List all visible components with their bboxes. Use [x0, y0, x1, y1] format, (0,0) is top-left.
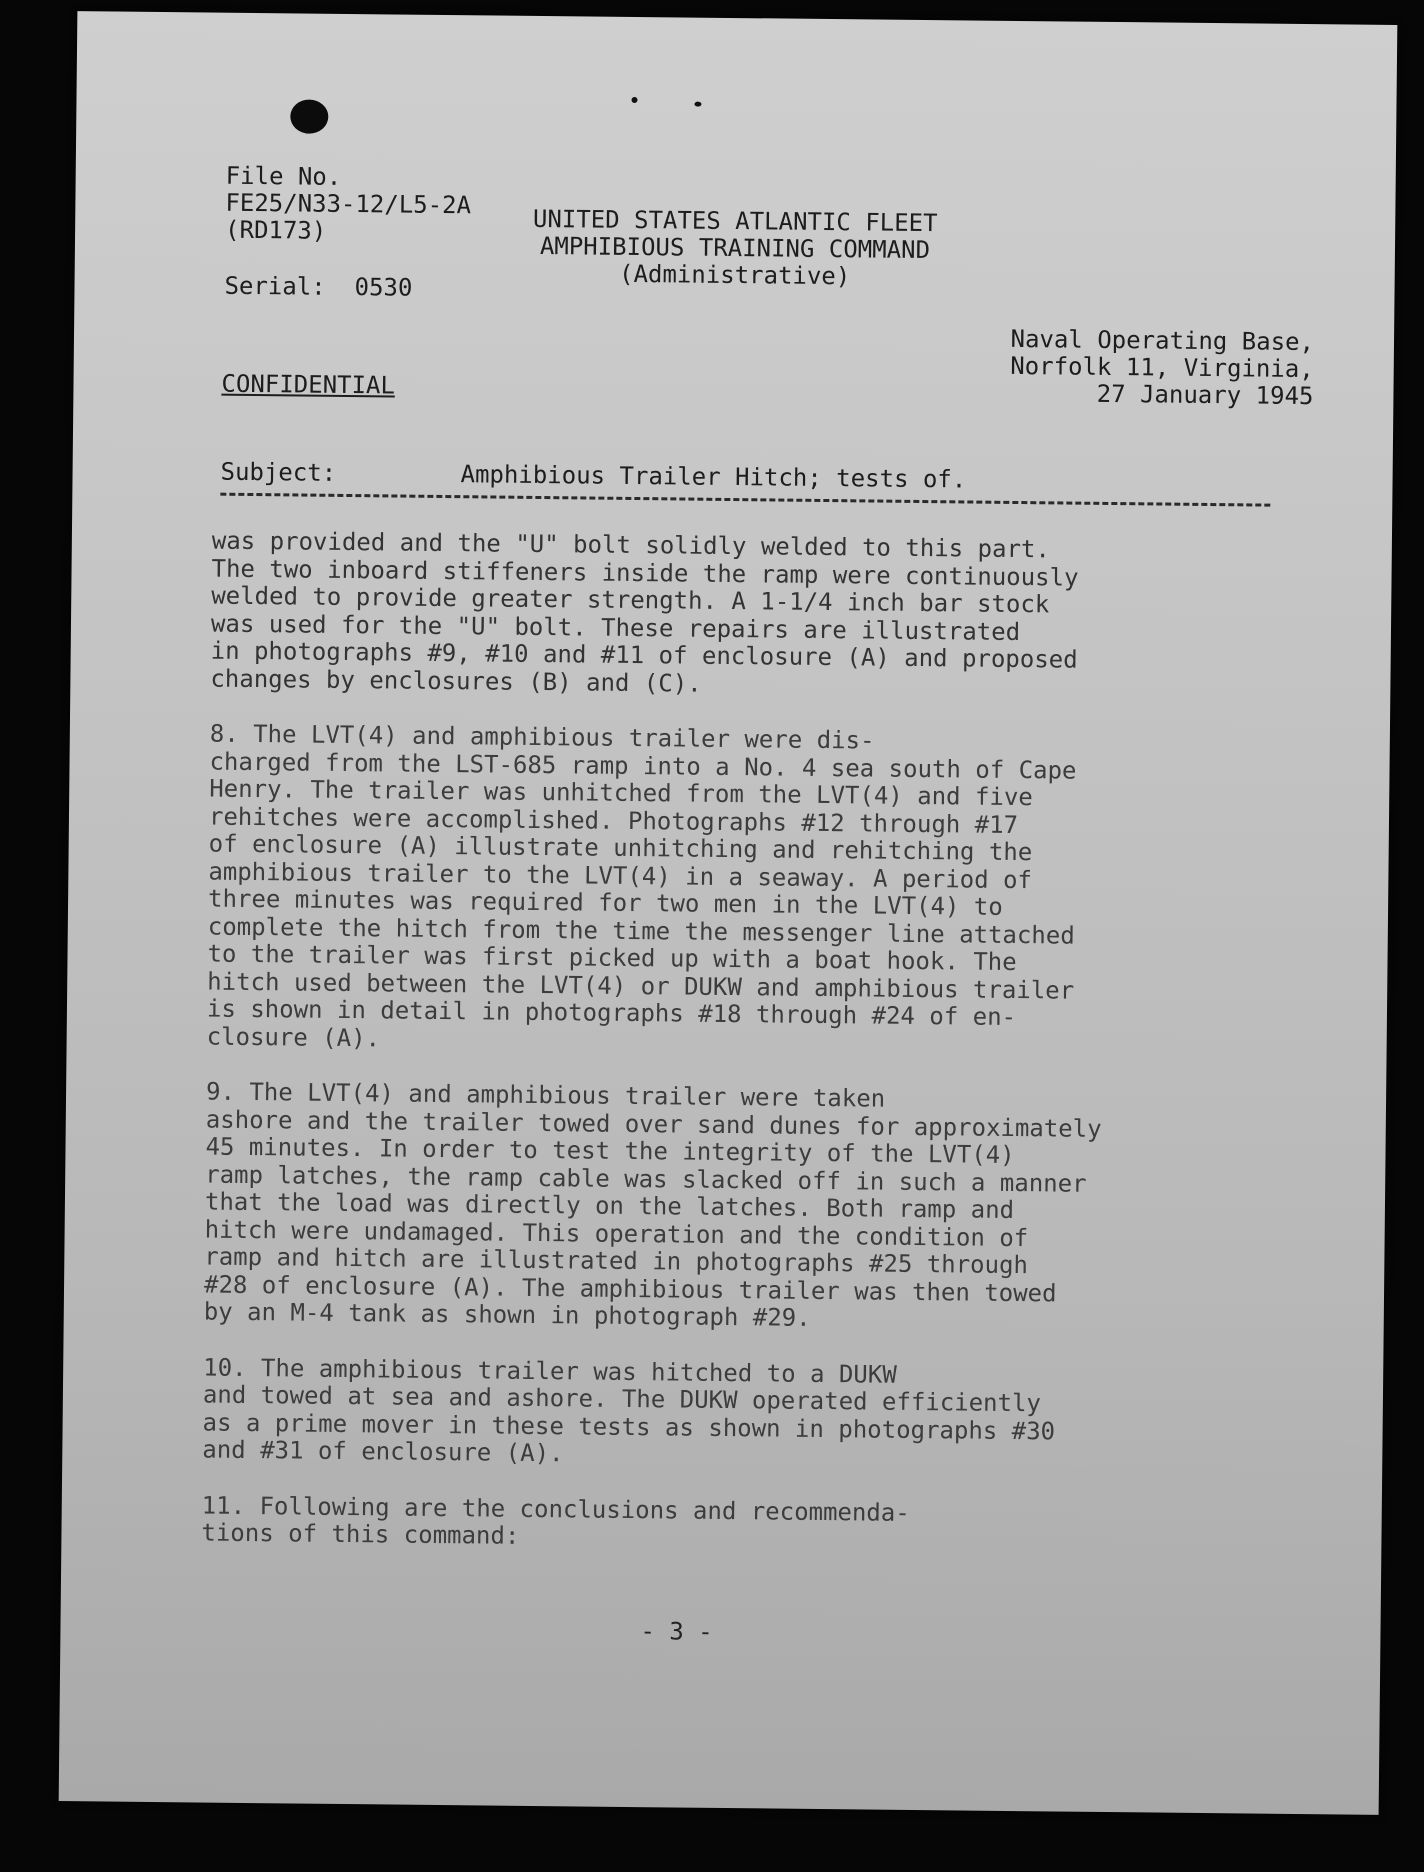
paragraph-10: 10. The amphibious trailer was hitched to a DUKW and towed at sea and ashore. The DUKW operated efficiently as a prime mover in these tests as shown in photographs #30 and #31 of enclosure (A). [202, 1353, 1056, 1468]
org-line-2: AMPHIBIOUS TRAINING COMMAND [539, 231, 931, 265]
org-line-3: (Administrative) [618, 259, 851, 291]
file-no-value: FE25/N33-12/L5-2A [225, 188, 472, 220]
date-line: 27 January 1945 [1096, 379, 1314, 411]
subject-line [220, 458, 966, 494]
paragraph-continued: was provided and the "U" bolt solidly welded to this part. The two inboard stiffeners inside the ramp were continuously welded to provide greater strength. A 1-1/4 inch bar stock was used for the "U" bolt. These repairs are illustrated in photographs #9, #10 and #11 of enclosure (A) and proposed changes by enclosures (B) and (C). [210, 526, 1079, 698]
punch-hole [290, 99, 328, 133]
file-no-label: File No. [225, 161, 342, 191]
ink-speck [631, 97, 637, 103]
subject-text: Amphibious Trailer Hitch; tests of. [460, 460, 967, 494]
file-number-block [225, 163, 471, 247]
file-no-ref: (RD173) [224, 215, 327, 245]
ink-speck [694, 102, 701, 107]
subject-label: Subject: [220, 457, 337, 487]
dashed-separator [220, 493, 1270, 507]
serial-number: Serial: 0530 [224, 271, 413, 302]
paragraph-8: 8. The LVT(4) and amphibious trailer were dis- charged from the LST-685 ramp into a No. 4 sea south of Cape Henry. The trailer was unhitched from the LVT(4) and five rehitches were accomplished. Photographs #12 through #17 of enclosure (A) illustrate unhitching and rehitching the amphibious trailer to the LVT(4) in a seaway. A period of three minutes was required for two men in the LVT(4) to complete the hitch from the time the messenger line attached to the trailer was first picked up with a boat hook. The hitch used between the LVT(4) or DUKW and amphibious trailer is shown in detail in photographs #18 through #24 of en- closure (A). [206, 719, 1077, 1052]
classification-marking: CONFIDENTIAL [221, 369, 396, 400]
letterhead [525, 206, 946, 291]
org-line-1: UNITED STATES ATLANTIC FLEET [532, 204, 938, 238]
paragraph-9: 9. The LVT(4) and amphibious trailer were taken ashore and the trailer towed over sand dunes for approximately 45 minutes. In order to test the integrity of the LVT(4) ramp latches, the ramp cable was slacked off in such a manner that the load was directly on the latches. Both ramp and hitch were undamaged. This operation and the condition of ramp and hitch are illustrated in photographs #25 through #28 of enclosure (A). The amphibious trailer was then towed by an M-4 tank as shown in photograph #29. [203, 1077, 1102, 1332]
address-block [923, 325, 1314, 410]
paragraph-11: 11. Following are the conclusions and recommenda- tions of this command: [201, 1491, 910, 1550]
address-line-1: Naval Operating Base, [1010, 324, 1315, 357]
document-page [59, 11, 1398, 1815]
document-body [201, 528, 1292, 1587]
address-line-2: Norfolk 11, Virginia, [1010, 351, 1314, 384]
page-number: - 3 - [640, 1617, 713, 1646]
